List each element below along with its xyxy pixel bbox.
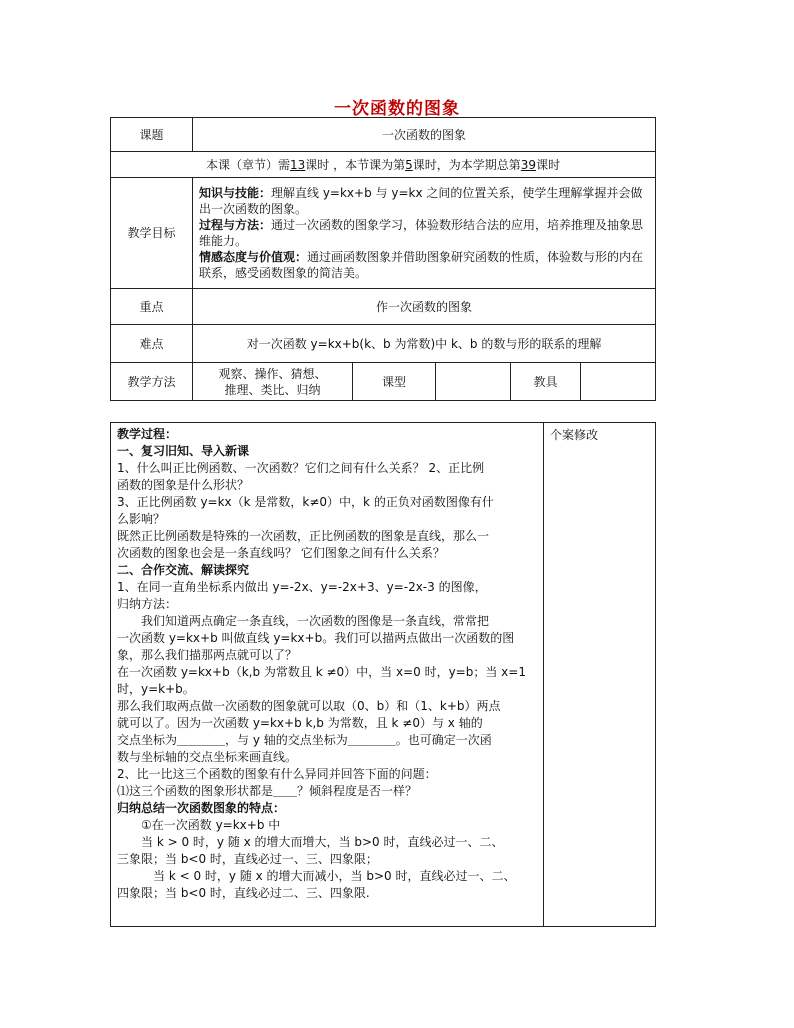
teaching-aids-label: 教具 [511, 363, 581, 401]
section-2-line: 我们知道两点确定一条直线，一次函数的图像是一条直线，常常把 [141, 614, 490, 628]
section-2-line: 那么我们取两点做一次函数的图象就可以取（0、b）和（1、k+b）两点 [117, 699, 501, 713]
schedule-text-4: 课时 [536, 157, 561, 172]
page-title: 一次函数的图象 [334, 99, 460, 119]
section-3-line: 三象限；当 b<0 时，直线必过一、三、四象限； [117, 852, 378, 866]
section-3-line: 当 k > 0 时，y 随 x 的增大而增大，当 b>0 时，直线必过一、二、 [141, 835, 504, 849]
process-cell [111, 423, 544, 927]
schedule-text-1: 本课（章节）需 [206, 157, 291, 172]
objective-body: 理解直线 y=kx+b 与 y=kx 之间的位置关系，使学生理解掌握并会做出一次函数的图象。 [199, 186, 643, 216]
section-2-line: 1、在同一直角坐标系内做出 y=-2x、y=-2x+3、y=-2x-3 的图像， [117, 580, 487, 594]
lesson-type-label: 课型 [353, 363, 436, 401]
section-3-title: 归纳总结一次函数图象的特点： [117, 801, 286, 815]
topic-value: 一次函数的图象 [193, 118, 656, 152]
key-point-label: 重点 [111, 289, 193, 325]
objectives-cell [193, 178, 656, 289]
section-2-line: 2、比一比这三个函数的图象有什么异同并回答下面的问题： [117, 767, 437, 781]
objective-process [193, 217, 655, 249]
section-2-title: 二、合作交流、解读探究 [117, 563, 250, 577]
teaching-process-table [110, 422, 656, 927]
section-3-line: ①在一次函数 y=kx+b 中 [141, 818, 281, 832]
section-1-line: 既然正比例函数是特殊的一次函数，正比例函数的图象是直线，那么一 [117, 529, 490, 543]
schedule-row [111, 152, 656, 178]
topic-label: 课题 [111, 118, 193, 152]
schedule-text-3: 课时，为本学期总第 [412, 157, 521, 172]
section-2-line: 就可以了。因为一次函数 y=kx+b k,b 为常数，且 k ≠0）与 x 轴的 [117, 716, 483, 730]
section-3-line: 四象限；当 b<0 时，直线必过二、三、四象限. [117, 886, 370, 900]
lesson-number: 5 [405, 157, 413, 172]
objectives-label: 教学目标 [111, 178, 193, 289]
objective-head: 情感态度与价值观： [199, 250, 308, 264]
difficult-point-label: 难点 [111, 325, 193, 363]
section-1-line: 次函数的图象也会是一条直线吗？ 它们图象之间有什么关系？ [117, 546, 445, 560]
section-2-line: 交点坐标为＿＿＿＿，与 y 轴的交点坐标为＿＿＿＿。也可确定一次函 [117, 733, 492, 747]
revision-cell: 个案修改 [544, 423, 656, 927]
objective-body: 通过一次函数的图象学习，体验数形结合法的应用，培养推理及抽象思维能力。 [199, 218, 644, 248]
section-2-line: ⑴这三个函数的图象形状都是＿＿？倾斜程度是否一样？ [117, 784, 418, 798]
section-2-line: 时，y=k+b。 [117, 682, 195, 696]
method-line: 推理、类比、归纳 [224, 382, 321, 397]
key-point-value: 作一次函数的图象 [193, 289, 656, 325]
hours-total: 13 [290, 157, 306, 172]
objective-head: 过程与方法： [199, 218, 272, 232]
section-2-line: 在一次函数 y=kx+b（k,b 为常数且 k ≠0）中，当 x=0 时，y=b；当 x=1 [117, 665, 526, 679]
lesson-type-value [436, 363, 511, 401]
lesson-info-table [110, 117, 656, 401]
section-1-title: 一、复习旧知、导入新课 [117, 444, 250, 458]
section-2-line: 一次函数 y=kx+b 叫做直线 y=kx+b。我们可以描两点做出一次函数的图 [117, 631, 515, 645]
section-2-line: 象，那么我们描那两点就可以了？ [117, 648, 298, 662]
section-3-line: 当 k < 0 时，y 随 x 的增大而减小，当 b>0 时，直线必过一、二、 [153, 869, 516, 883]
method-label: 教学方法 [111, 363, 193, 401]
objective-attitude [193, 249, 655, 281]
section-1-line: 1、什么叫正比例函数、一次函数？它们之间有什么关系？ 2、正比例 [117, 461, 485, 475]
section-2-line: 归纳方法： [117, 597, 178, 611]
process-title: 教学过程： [117, 427, 178, 441]
method-line: 观察、操作、猜想、 [218, 366, 327, 381]
teaching-aids-value [581, 363, 656, 401]
section-1-line: 3、正比例函数 y=kx（k 是常数，k≠0）中，k 的正负对函数图像有什 [117, 495, 494, 509]
section-1-line: 么影响？ [117, 512, 166, 526]
schedule-text-2: 课时 ，本节课为第 [305, 157, 406, 172]
objective-knowledge [193, 185, 655, 217]
objective-body: 通过画函数图象并借助图象研究函数的性质，体验数与形的内在联系，感受函数图象的简洁美。 [199, 250, 644, 280]
section-1-line: 函数的图象是什么形状？ [117, 478, 250, 492]
difficult-point-value: 对一次函数 y=kx+b(k、b 为常数)中 k、b 的数与形的联系的理解 [193, 325, 656, 363]
objective-head: 知识与技能： [199, 186, 272, 200]
section-2-line: 数与坐标轴的交点坐标来画直线。 [117, 750, 298, 764]
method-value [193, 363, 353, 401]
term-number: 39 [520, 157, 537, 172]
